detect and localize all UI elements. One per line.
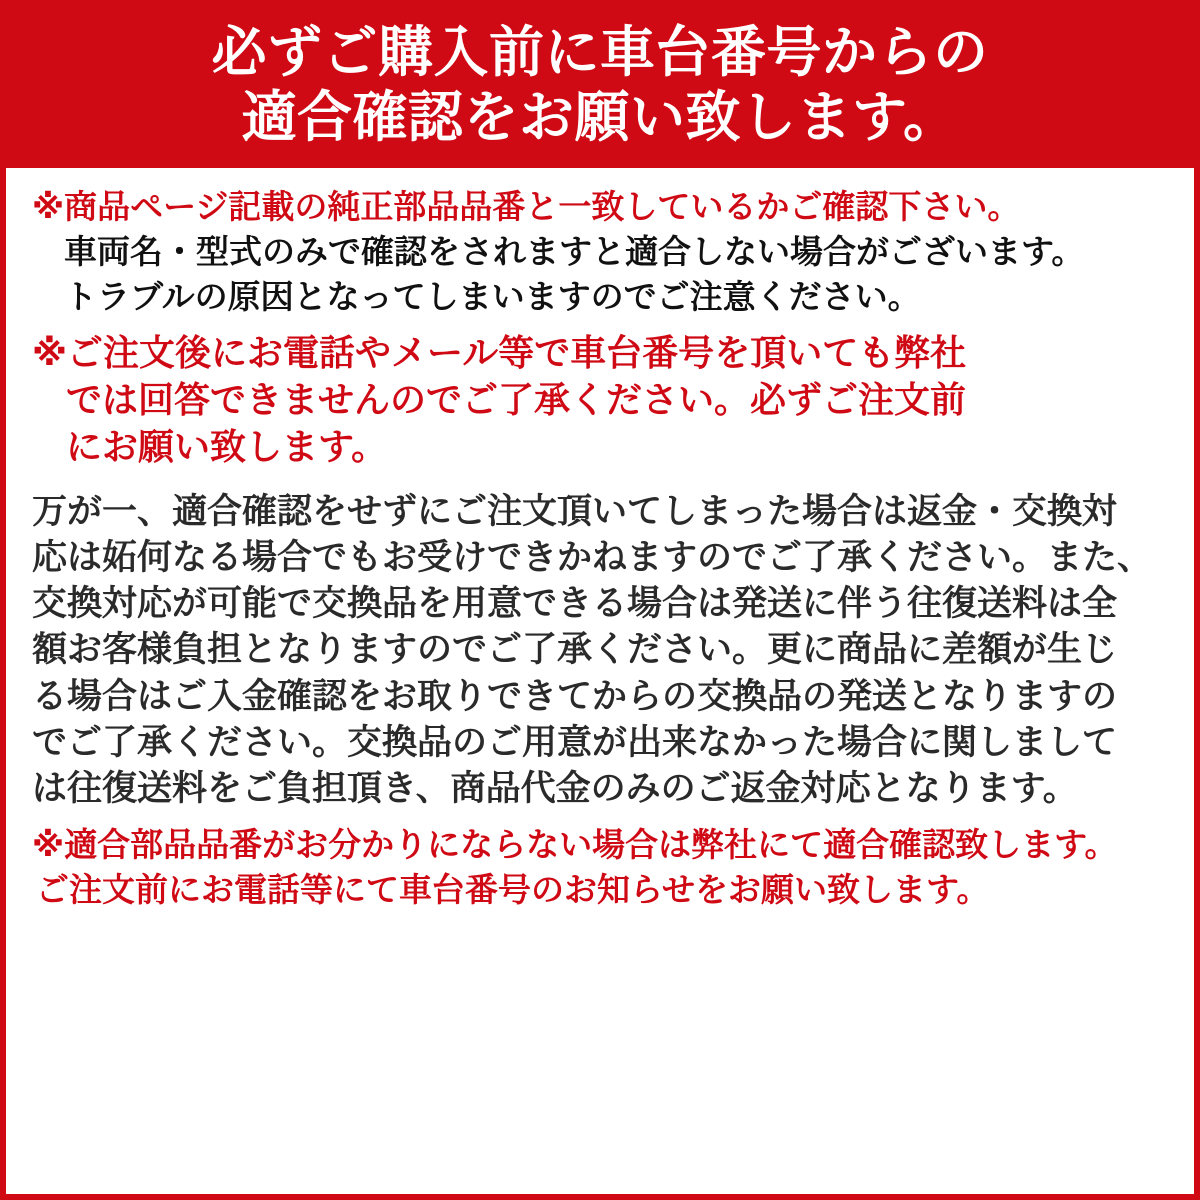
notice-after-order-line-3: にお願い致します。 (66, 426, 388, 468)
banner-line-2: 適合確認をお願い致します。 (241, 85, 959, 148)
notice-contact-line-2: ご注文前にお電話等にて車台番号のお知らせをお願い致します。 (36, 871, 990, 909)
notice-model-only-1: 車両名・型式のみで確認をされますと適合しない場合がございます。 (64, 232, 1085, 270)
banner-line-1: 必ずご購入前に車台番号からの (211, 21, 989, 83)
spacer (32, 814, 1168, 824)
notice-contact-line-1: ※適合部品品番がお分かりにならない場合は弊社にて適合確認致します。 (32, 826, 1118, 864)
refund-policy-line: 交換対応が可能で交換品を用意できる場合は発送に伴う往復送料は全 (32, 584, 1118, 624)
refund-policy-line: は往復送料をご負担頂き、商品代金のみのご返金対応となります。 (32, 768, 1078, 808)
refund-policy-line: る場合はご入金確認をお取りできてからの交換品の発送となりますの (32, 676, 1118, 716)
notice-refund-policy (32, 489, 1168, 812)
header-banner (6, 6, 1194, 168)
refund-policy-line: でご了承ください。交換品のご用意が出来なかった場合に関しまして (32, 722, 1118, 762)
notice-model-only-2: トラブルの原因となってしまいますのでご注意ください。 (64, 277, 921, 315)
notice-after-order (32, 330, 1168, 470)
spacer (32, 473, 1168, 489)
refund-policy-line: 応は妬何なる場合でもお受けできかねますのでご了承ください。また、 (32, 538, 1153, 578)
notice-after-order-line-2: では回答できませんのでご了承ください。必ずご注文前 (66, 379, 967, 421)
notice-content (6, 168, 1194, 912)
notice-part-number: ※商品ページ記載の純正部品品番と一致しているかご確認下さい。 (32, 187, 1021, 225)
refund-policy-line: 万が一、適合確認をせずにご注文頂いてしまった場合は返金・交換対 (32, 491, 1118, 531)
spacer (32, 320, 1168, 330)
refund-policy-line: 額お客様負担となりますのでご了承ください。更に商品に差額が生じ (32, 630, 1118, 670)
notice-after-order-line-1: ※ご注文後にお電話やメール等で車台番号を頂いても弊社 (32, 332, 967, 374)
